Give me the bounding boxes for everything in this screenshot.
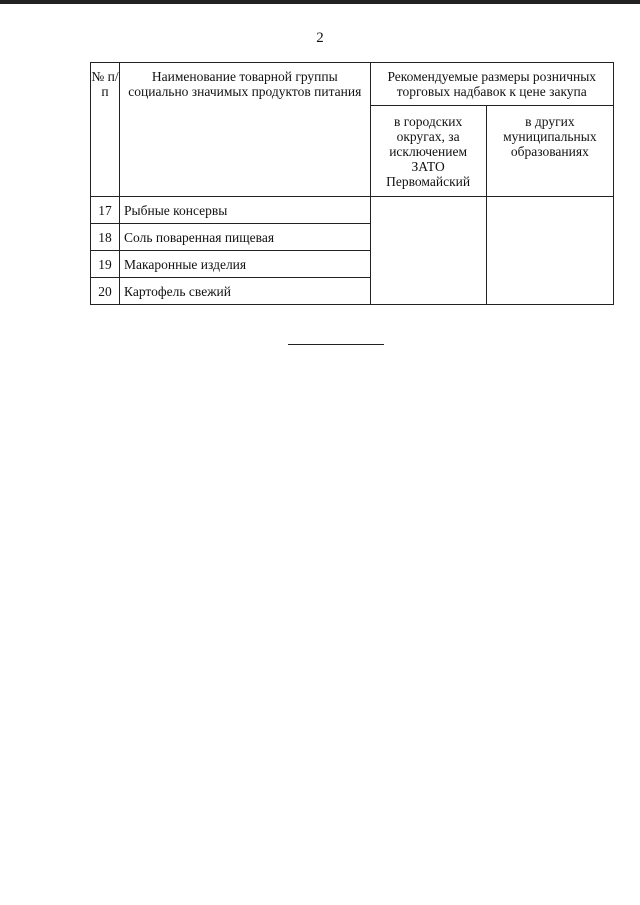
row-number: 17 (91, 197, 120, 224)
header-number: № п/п (91, 63, 120, 197)
end-of-document-line (288, 344, 384, 345)
urban-markup-value-cell (370, 197, 486, 305)
retail-markup-table (90, 62, 614, 305)
row-product-name: Макаронные изделия (120, 251, 370, 278)
top-border-line (0, 0, 640, 4)
table-header-row (91, 63, 614, 106)
row-number: 18 (91, 224, 120, 251)
header-urban-districts: в городских округах, за исключением ЗАТО Первомайский (370, 106, 486, 197)
header-other-municipalities: в других муниципальных образованиях (486, 106, 613, 197)
row-product-name: Рыбные консервы (120, 197, 370, 224)
row-number: 20 (91, 278, 120, 305)
row-product-name: Соль поваренная пищевая (120, 224, 370, 251)
header-recommended-markups: Рекомендуемые размеры розничных торговых надбавок к цене закупа (370, 63, 613, 106)
row-number: 19 (91, 251, 120, 278)
page-number: 2 (316, 30, 324, 46)
header-product-group: Наименование товарной группы социально значимых продуктов питания (120, 63, 370, 197)
table-row (91, 197, 614, 224)
row-product-name: Картофель свежий (120, 278, 370, 305)
other-markup-value-cell (486, 197, 613, 305)
